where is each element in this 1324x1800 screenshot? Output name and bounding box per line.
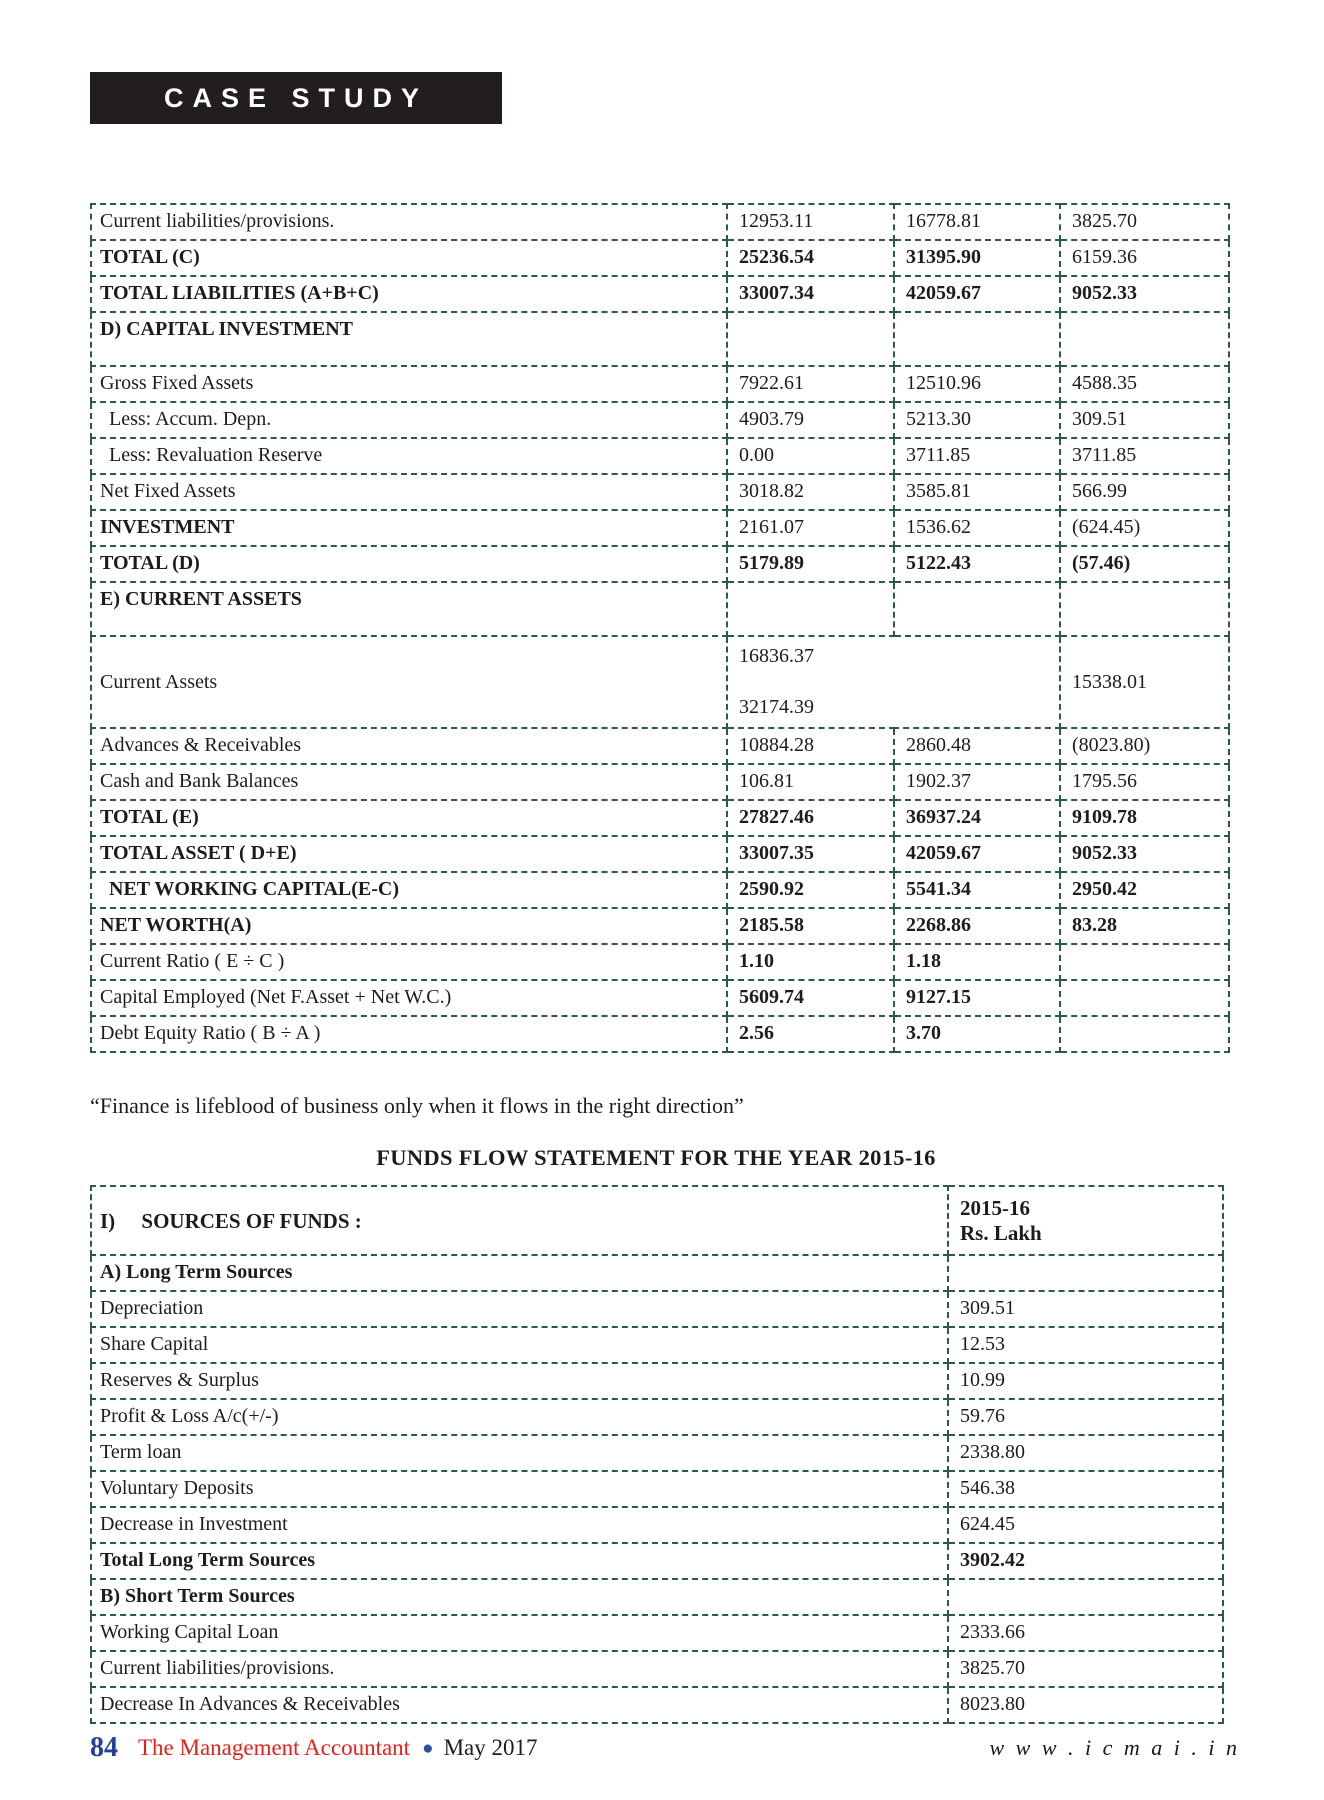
table-row xyxy=(91,1435,1223,1471)
row-label: Net Fixed Assets xyxy=(91,474,727,510)
cell-value: 309.51 xyxy=(1060,402,1229,438)
row-label: Share Capital xyxy=(91,1327,948,1363)
table-row xyxy=(91,438,1229,474)
cell-value: 16778.81 xyxy=(894,204,1060,240)
cell-value: 2.56 xyxy=(727,1016,894,1052)
cell-line: Rs. Lakh xyxy=(960,1221,1042,1246)
cell-value: 5541.34 xyxy=(894,872,1060,908)
cell-value: 33007.34 xyxy=(727,276,894,312)
cell-value: 2185.58 xyxy=(727,908,894,944)
row-label: TOTAL (E) xyxy=(91,800,727,836)
cell-value: 83.28 xyxy=(1060,908,1229,944)
row-label: Current liabilities/provisions. xyxy=(91,204,727,240)
cell-value: 3018.82 xyxy=(727,474,894,510)
cell-value: 2950.42 xyxy=(1060,872,1229,908)
funds-flow-table xyxy=(90,1185,1224,1724)
cell-value: 1795.56 xyxy=(1060,764,1229,800)
cell-value: 2590.92 xyxy=(727,872,894,908)
row-label: Decrease in Investment xyxy=(91,1507,948,1543)
cell-value: 3.70 xyxy=(894,1016,1060,1052)
row-label: Decrease In Advances & Receivables xyxy=(91,1687,948,1723)
row-label: INVESTMENT xyxy=(91,510,727,546)
table-row xyxy=(91,1579,1223,1615)
cell-value xyxy=(1060,944,1229,980)
table-row xyxy=(91,872,1229,908)
row-label: Voluntary Deposits xyxy=(91,1471,948,1507)
cell-value: 3825.70 xyxy=(1060,204,1229,240)
cell-value xyxy=(894,582,1060,636)
cell-value: 1.18 xyxy=(894,944,1060,980)
footer-left xyxy=(90,1732,537,1764)
row-label: Less: Accum. Depn. xyxy=(91,402,727,438)
table-row xyxy=(91,402,1229,438)
cell-value xyxy=(948,1579,1223,1615)
row-label: Advances & Receivables xyxy=(91,728,727,764)
cell-value: 1536.62 xyxy=(894,510,1060,546)
table-row xyxy=(91,204,1229,240)
row-label: Total Long Term Sources xyxy=(91,1543,948,1579)
quote-text: “Finance is lifeblood of business only when it flows in the right direction” xyxy=(90,1093,744,1118)
cell-value xyxy=(1060,1016,1229,1052)
funds-flow-heading: FUNDS FLOW STATEMENT FOR THE YEAR 2015-16 xyxy=(376,1145,936,1170)
table-row xyxy=(91,1615,1223,1651)
table-row xyxy=(91,1327,1223,1363)
cell-value xyxy=(948,1186,1223,1255)
table-header-row xyxy=(91,1186,1223,1255)
cell-value: 5609.74 xyxy=(727,980,894,1016)
cell-value: 33007.35 xyxy=(727,836,894,872)
case-study-banner xyxy=(90,72,502,124)
cell-value xyxy=(727,582,894,636)
cell-value: 566.99 xyxy=(1060,474,1229,510)
table-row xyxy=(91,312,1229,366)
bullet-icon: ● xyxy=(422,1737,434,1759)
cell-value: 10884.28 xyxy=(727,728,894,764)
row-label: B) Short Term Sources xyxy=(91,1579,948,1615)
cell-value: 42059.67 xyxy=(894,276,1060,312)
row-label: Cash and Bank Balances xyxy=(91,764,727,800)
cell-value: 36937.24 xyxy=(894,800,1060,836)
cell-value xyxy=(727,312,894,366)
cell-value: 4903.79 xyxy=(727,402,894,438)
cell-value: 15338.01 xyxy=(1060,636,1229,728)
cell-value: 2268.86 xyxy=(894,908,1060,944)
cell-value: 1.10 xyxy=(727,944,894,980)
cell-value: 4588.35 xyxy=(1060,366,1229,402)
cell-value: 31395.90 xyxy=(894,240,1060,276)
cell-value: 12953.11 xyxy=(727,204,894,240)
row-label: Gross Fixed Assets xyxy=(91,366,727,402)
table-row xyxy=(91,1255,1223,1291)
row-label: TOTAL ASSET ( D+E) xyxy=(91,836,727,872)
cell-value: (57.46) xyxy=(1060,546,1229,582)
table-row xyxy=(91,546,1229,582)
cell-value: 2161.07 xyxy=(727,510,894,546)
row-label: Depreciation xyxy=(91,1291,948,1327)
page-footer xyxy=(90,1732,1240,1764)
row-label: TOTAL (D) xyxy=(91,546,727,582)
table-row xyxy=(91,1651,1223,1687)
cell-value: 9127.15 xyxy=(894,980,1060,1016)
row-label: Less: Revaluation Reserve xyxy=(91,438,727,474)
cell-value: 309.51 xyxy=(948,1291,1223,1327)
page-number: 84 xyxy=(90,1732,118,1763)
row-label: Profit & Loss A/c(+/-) xyxy=(91,1399,948,1435)
table-row xyxy=(91,1471,1223,1507)
table-row xyxy=(91,582,1229,636)
cell-value: 106.81 xyxy=(727,764,894,800)
cell-value: 25236.54 xyxy=(727,240,894,276)
table-row xyxy=(91,276,1229,312)
table-row xyxy=(91,980,1229,1016)
cell-value xyxy=(1060,582,1229,636)
table-row xyxy=(91,836,1229,872)
table-row xyxy=(91,944,1229,980)
cell-value: 42059.67 xyxy=(894,836,1060,872)
row-label: NET WORTH(A) xyxy=(91,908,727,944)
cell-value: 2333.66 xyxy=(948,1615,1223,1651)
cell-value: 546.38 xyxy=(948,1471,1223,1507)
cell-value: 624.45 xyxy=(948,1507,1223,1543)
cell-value: 3711.85 xyxy=(894,438,1060,474)
table-row xyxy=(91,1687,1223,1723)
cell-value xyxy=(1060,312,1229,366)
table-row xyxy=(91,1543,1223,1579)
row-label: Current Assets xyxy=(91,636,727,728)
table-row xyxy=(91,636,1229,728)
cell-value: 5179.89 xyxy=(727,546,894,582)
row-label: Working Capital Loan xyxy=(91,1615,948,1651)
cell-value: 2860.48 xyxy=(894,728,1060,764)
cell-value: 1902.37 xyxy=(894,764,1060,800)
row-label: Term loan xyxy=(91,1435,948,1471)
cell-value xyxy=(948,1255,1223,1291)
table-row xyxy=(91,240,1229,276)
table-row xyxy=(91,908,1229,944)
cell-line: 16836.37 xyxy=(739,645,814,667)
row-label: A) Long Term Sources xyxy=(91,1255,948,1291)
cell-value: 59.76 xyxy=(948,1399,1223,1435)
table-row xyxy=(91,366,1229,402)
balance-sheet-table xyxy=(90,203,1230,1053)
cell-line: 32174.39 xyxy=(739,696,814,718)
cell-value: 9109.78 xyxy=(1060,800,1229,836)
row-label: TOTAL LIABILITIES (A+B+C) xyxy=(91,276,727,312)
cell-value: 8023.80 xyxy=(948,1687,1223,1723)
page-content xyxy=(90,72,1228,1724)
row-label: Debt Equity Ratio ( B ÷ A ) xyxy=(91,1016,727,1052)
cell-value xyxy=(727,636,1060,728)
table-row xyxy=(91,1016,1229,1052)
cell-value: 2338.80 xyxy=(948,1435,1223,1471)
cell-value: 9052.33 xyxy=(1060,276,1229,312)
cell-value: 6159.36 xyxy=(1060,240,1229,276)
table-row xyxy=(91,764,1229,800)
row-label: NET WORKING CAPITAL(E-C) xyxy=(91,872,727,908)
cell-value: 0.00 xyxy=(727,438,894,474)
cell-value xyxy=(1060,980,1229,1016)
table-row xyxy=(91,1363,1223,1399)
magazine-title: The Management Accountant xyxy=(138,1735,411,1760)
cell-value: 3902.42 xyxy=(948,1543,1223,1579)
cell-value: 3825.70 xyxy=(948,1651,1223,1687)
cell-value: 3711.85 xyxy=(1060,438,1229,474)
table-row xyxy=(91,1507,1223,1543)
cell-value: 9052.33 xyxy=(1060,836,1229,872)
cell-value: 7922.61 xyxy=(727,366,894,402)
row-label: E) CURRENT ASSETS xyxy=(91,582,727,636)
row-label: D) CAPITAL INVESTMENT xyxy=(91,312,727,366)
cell-value: 12510.96 xyxy=(894,366,1060,402)
cell-value: 5122.43 xyxy=(894,546,1060,582)
table-row xyxy=(91,474,1229,510)
table-row xyxy=(91,1291,1223,1327)
row-label: I) SOURCES OF FUNDS : xyxy=(91,1186,948,1255)
cell-value: 3585.81 xyxy=(894,474,1060,510)
table-row xyxy=(91,800,1229,836)
cell-line: 2015-16 xyxy=(960,1196,1030,1220)
table-row xyxy=(91,1399,1223,1435)
row-label: Capital Employed (Net F.Asset + Net W.C.) xyxy=(91,980,727,1016)
issue-date: May 2017 xyxy=(443,1735,538,1760)
row-label: TOTAL (C) xyxy=(91,240,727,276)
row-label: Current liabilities/provisions. xyxy=(91,1651,948,1687)
cell-value: 5213.30 xyxy=(894,402,1060,438)
cell-value: 10.99 xyxy=(948,1363,1223,1399)
row-label: Current Ratio ( E ÷ C ) xyxy=(91,944,727,980)
cell-value: (8023.80) xyxy=(1060,728,1229,764)
row-label: Reserves & Surplus xyxy=(91,1363,948,1399)
cell-value xyxy=(894,312,1060,366)
cell-value: (624.45) xyxy=(1060,510,1229,546)
banner-label: CASE STUDY xyxy=(163,83,429,113)
website-link: w w w . i c m a i . i n xyxy=(989,1735,1240,1760)
table-row xyxy=(91,510,1229,546)
cell-value: 12.53 xyxy=(948,1327,1223,1363)
table-row xyxy=(91,728,1229,764)
cell-value: 27827.46 xyxy=(727,800,894,836)
